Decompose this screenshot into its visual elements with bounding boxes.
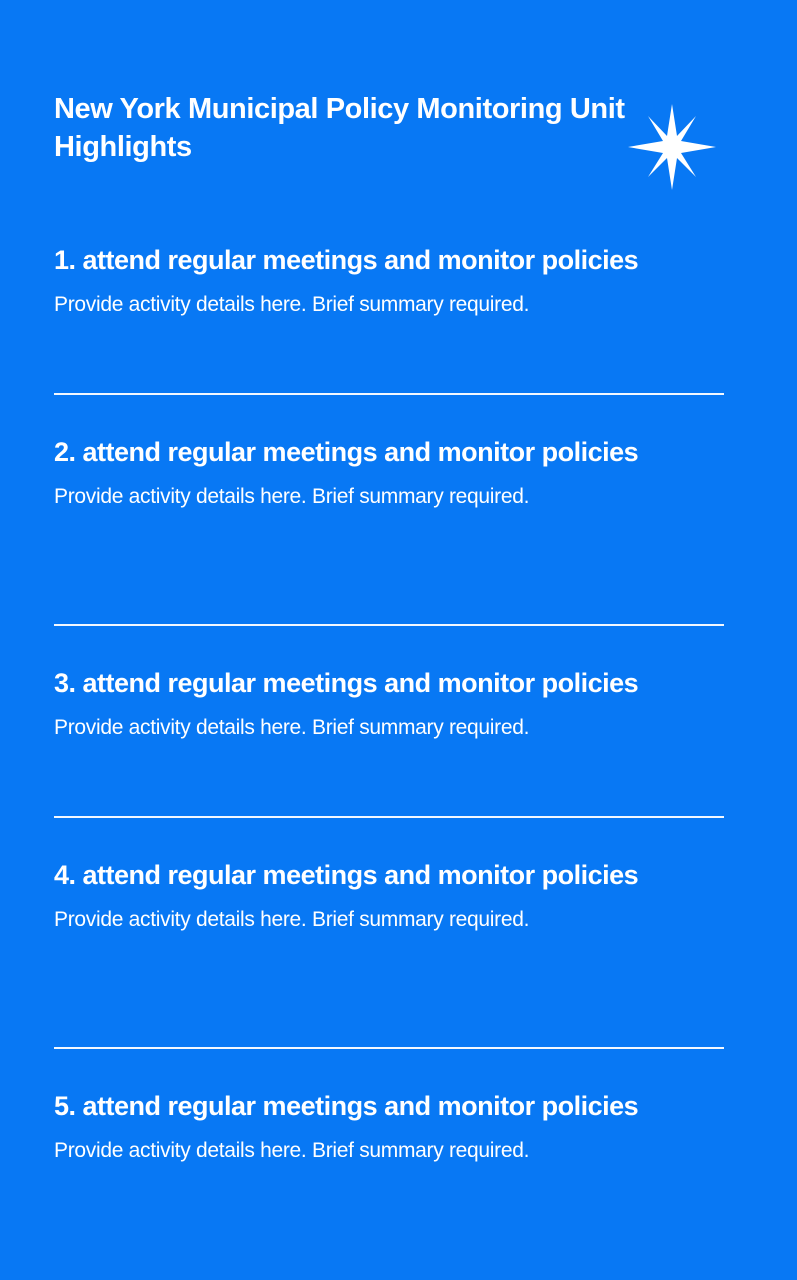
highlight-description: Provide activity details here. Brief summary required. (54, 485, 530, 508)
sparkle-icon (628, 104, 716, 190)
highlight-title: 4. attend regular meetings and monitor policies (54, 860, 639, 890)
highlight-item-4 (54, 858, 724, 934)
page-title: New York Municipal Policy Monitoring Unit Highlights (54, 93, 625, 163)
highlight-item-1 (54, 243, 724, 319)
highlight-title: 3. attend regular meetings and monitor policies (54, 668, 639, 698)
highlight-item-5 (54, 1089, 724, 1165)
highlight-item-3 (54, 666, 724, 742)
section-divider (54, 1047, 724, 1049)
highlight-description: Provide activity details here. Brief summary required. (54, 293, 530, 316)
highlight-item-2 (54, 435, 724, 511)
highlight-description: Provide activity details here. Brief summary required. (54, 716, 530, 739)
highlight-title: 2. attend regular meetings and monitor policies (54, 437, 639, 467)
section-divider (54, 624, 724, 626)
highlight-title: 1. attend regular meetings and monitor policies (54, 245, 639, 275)
highlight-description: Provide activity details here. Brief summary required. (54, 908, 530, 931)
section-divider (54, 816, 724, 818)
highlight-description: Provide activity details here. Brief summary required. (54, 1139, 530, 1162)
highlight-title: 5. attend regular meetings and monitor policies (54, 1091, 639, 1121)
section-divider (54, 393, 724, 395)
